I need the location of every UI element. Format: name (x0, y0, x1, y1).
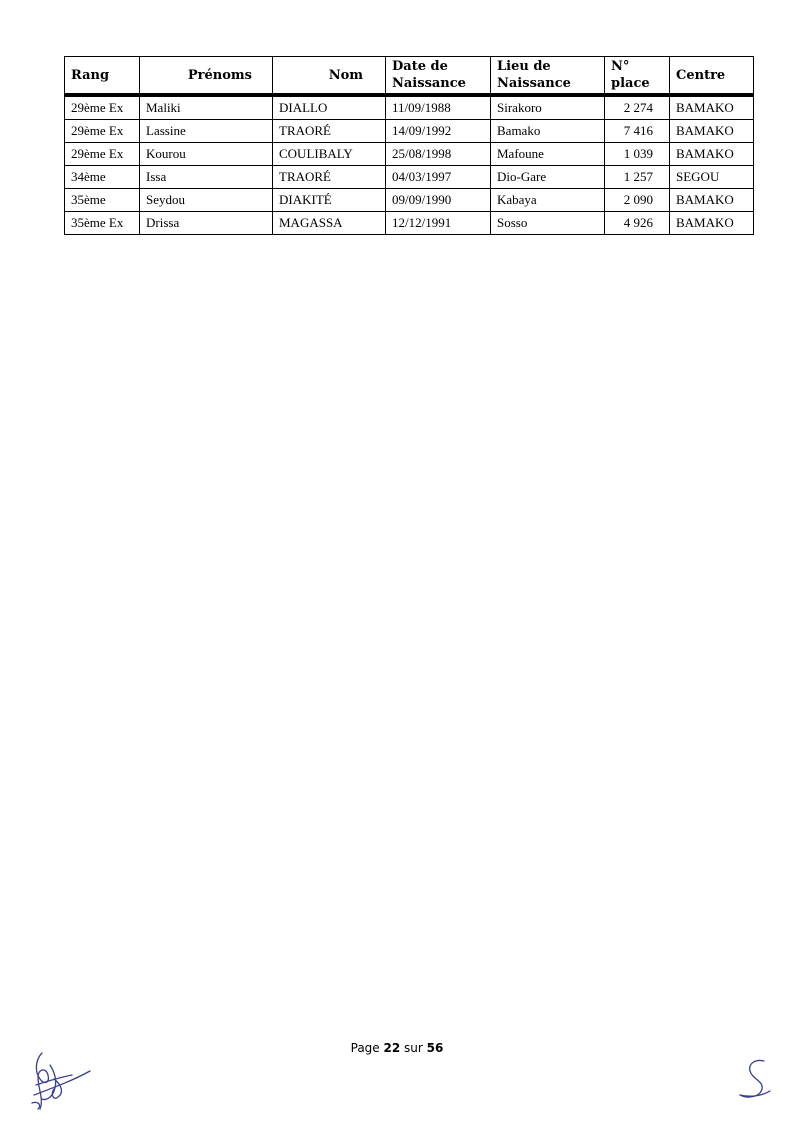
cell-prenoms: Seydou (140, 189, 273, 212)
cell-centre: BAMAKO (670, 120, 754, 143)
cell-rang: 29ème Ex (65, 95, 140, 120)
header-place (605, 57, 670, 96)
table-header (65, 57, 754, 96)
table-row (65, 166, 754, 189)
cell-place: 2 090 (605, 189, 670, 212)
cell-prenoms: Maliki (140, 95, 273, 120)
cell-prenoms: Kourou (140, 143, 273, 166)
sur-label: sur (404, 1041, 423, 1055)
total-pages: 56 (426, 1041, 444, 1055)
cell-date: 11/09/1988 (386, 95, 491, 120)
cell-nom: DIAKITÉ (273, 189, 386, 212)
page-number: 22 (383, 1041, 401, 1055)
cell-date: 12/12/1991 (386, 212, 491, 235)
cell-centre: BAMAKO (670, 189, 754, 212)
header-centre: Centre (670, 57, 754, 96)
header-prenoms: Prénoms (140, 57, 273, 96)
cell-lieu: Kabaya (491, 189, 605, 212)
cell-date: 04/03/1997 (386, 166, 491, 189)
header-date-naissance (386, 57, 491, 96)
header-place-line1: N° (611, 59, 630, 74)
cell-lieu: Sosso (491, 212, 605, 235)
header-rang: Rang (65, 57, 140, 96)
cell-date: 14/09/1992 (386, 120, 491, 143)
header-date-line1: Date de (392, 59, 448, 74)
cell-lieu: Mafoune (491, 143, 605, 166)
signature-s-icon (734, 1057, 774, 1103)
cell-place: 1 039 (605, 143, 670, 166)
cell-centre: BAMAKO (670, 212, 754, 235)
cell-centre: SEGOU (670, 166, 754, 189)
table-row (65, 212, 754, 235)
signature-scribble-icon (28, 1045, 98, 1115)
cell-rang: 35ème (65, 189, 140, 212)
cell-nom: MAGASSA (273, 212, 386, 235)
cell-prenoms: Lassine (140, 120, 273, 143)
cell-lieu: Dio-Gare (491, 166, 605, 189)
cell-prenoms: Drissa (140, 212, 273, 235)
table-row (65, 95, 754, 120)
cell-place: 1 257 (605, 166, 670, 189)
table-body (65, 95, 754, 235)
cell-place: 7 416 (605, 120, 670, 143)
cell-place: 2 274 (605, 95, 670, 120)
header-place-line2: place (611, 76, 650, 91)
cell-date: 09/09/1990 (386, 189, 491, 212)
cell-nom: TRAORÉ (273, 166, 386, 189)
cell-prenoms: Issa (140, 166, 273, 189)
cell-rang: 29ème Ex (65, 120, 140, 143)
cell-date: 25/08/1998 (386, 143, 491, 166)
header-nom: Nom (273, 57, 386, 96)
cell-rang: 34ème (65, 166, 140, 189)
page-footer (0, 1041, 794, 1055)
page-label: Page (350, 1041, 380, 1055)
results-table (64, 56, 754, 235)
header-date-line2: Naissance (392, 76, 466, 91)
header-lieu-line2: Naissance (497, 76, 571, 91)
cell-rang: 35ème Ex (65, 212, 140, 235)
header-lieu-line1: Lieu de (497, 59, 551, 74)
header-lieu-naissance (491, 57, 605, 96)
cell-nom: TRAORÉ (273, 120, 386, 143)
cell-lieu: Sirakoro (491, 95, 605, 120)
table-row (65, 189, 754, 212)
cell-lieu: Bamako (491, 120, 605, 143)
cell-place: 4 926 (605, 212, 670, 235)
cell-nom: COULIBALY (273, 143, 386, 166)
header-row (65, 57, 754, 96)
table-row (65, 120, 754, 143)
cell-centre: BAMAKO (670, 95, 754, 120)
cell-rang: 29ème Ex (65, 143, 140, 166)
table-row (65, 143, 754, 166)
cell-centre: BAMAKO (670, 143, 754, 166)
cell-nom: DIALLO (273, 95, 386, 120)
